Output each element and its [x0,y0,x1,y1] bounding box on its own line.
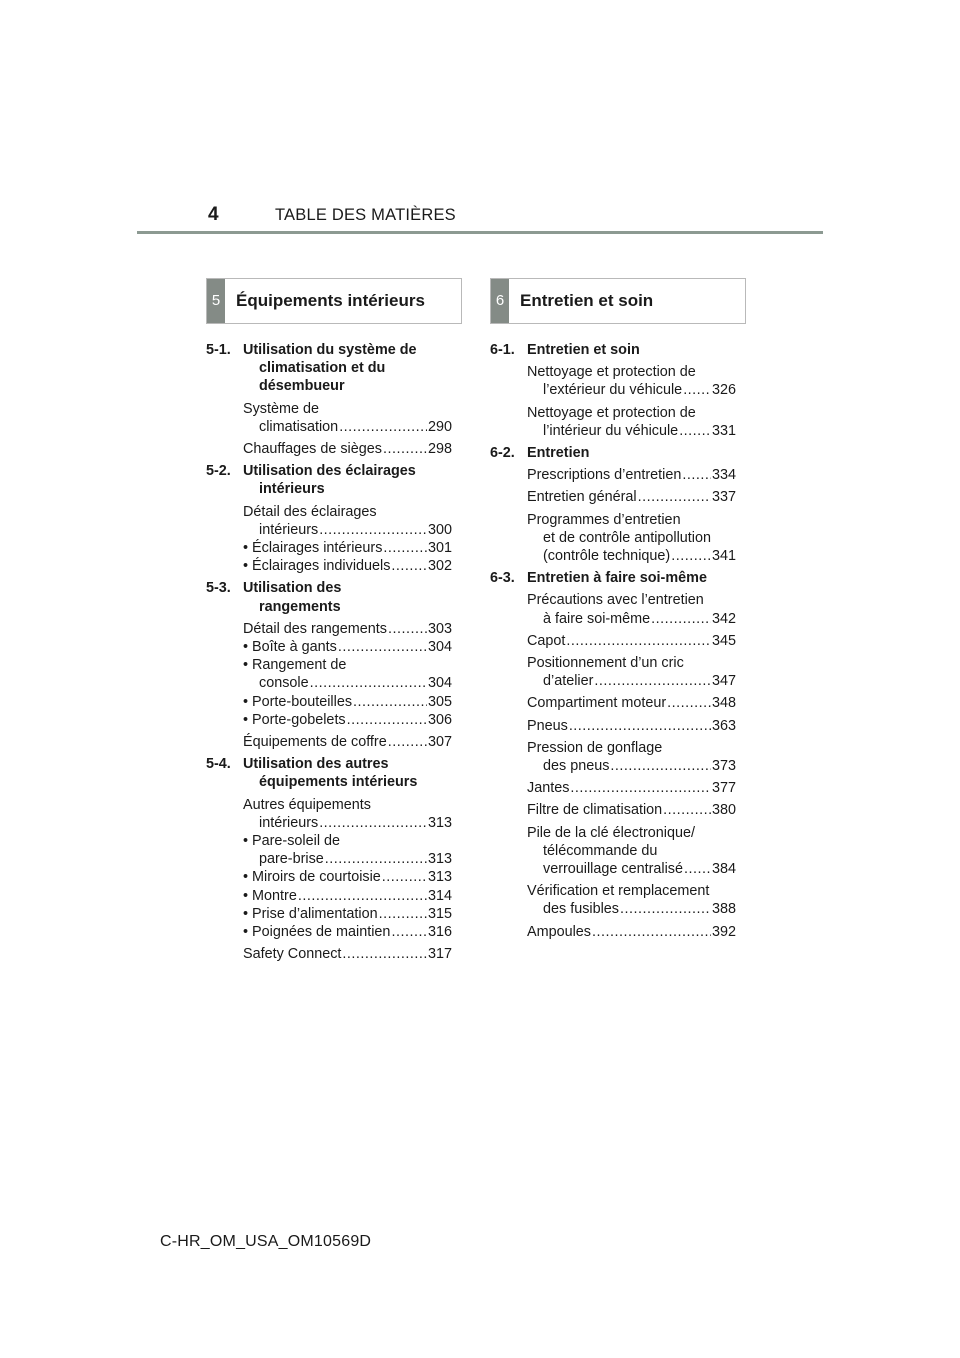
chapter-6-contents [490,341,736,945]
entry-line [527,466,736,484]
section-title [243,341,452,396]
entry-line: Nettoyage et protection de [527,364,696,381]
section-title-line: Utilisation du système de [243,342,417,358]
toc-section-heading[interactable] [206,579,452,615]
dot-leader [683,381,711,399]
entry-text: (contrôle technique) [543,548,671,565]
entry-text: • Prise d’alimentation [243,905,378,922]
section-title-line: Utilisation des [243,580,342,597]
toc-section-heading[interactable] [490,569,736,587]
entry-text: pare-brise [259,851,324,868]
toc-section-heading[interactable] [206,462,452,498]
page-ref: 363 [711,717,736,734]
section-title-line: rangements [259,598,341,615]
page-ref: 377 [711,780,736,797]
entry-line [527,547,736,565]
toc-sub-entry[interactable] [206,923,452,941]
page-ref: 347 [711,673,736,690]
entry-line [243,693,452,711]
entry-text: • Boîte à gants [243,639,337,656]
entry-line [243,638,452,656]
dot-leader [671,547,711,565]
section-title-line: équipements intérieurs [259,774,418,791]
toc-sub-entry[interactable] [206,539,452,557]
toc-entry[interactable] [206,733,452,751]
entry-line: Système de [243,400,319,417]
page-ref: 313 [427,851,452,868]
page-ref: 306 [427,711,452,728]
dot-leader [353,693,427,711]
section-number: 6-3. [490,570,515,587]
dot-leader [388,620,427,638]
entry-line [527,779,736,797]
page-ref: 380 [711,802,736,819]
entry-line [243,945,452,963]
entry-text: console [259,675,309,692]
entry-line [243,557,452,575]
toc-sub-entry[interactable] [206,887,452,905]
dot-leader [620,900,711,918]
toc-entry[interactable] [490,739,736,775]
toc-entry[interactable] [490,779,736,797]
page-ref: 348 [711,695,736,712]
entry-text: Équipements de coffre [243,734,387,751]
entry-text: intérieurs [259,814,319,831]
entry-line: • Pare-soleil de [243,833,341,850]
dot-leader [391,923,427,941]
entry-line: Pression de gonflage [527,739,663,756]
toc-entry[interactable] [490,488,736,506]
entry-line [243,850,452,868]
entry-line [243,539,452,557]
page-ref: 301 [427,540,452,557]
section-title-line: Entretien à faire soi-même [527,570,707,587]
entry-line [243,733,452,751]
page-ref: 373 [711,758,736,775]
section-title-line: intérieurs [259,481,325,498]
toc-sub-entry[interactable] [206,832,452,868]
entry-line [243,620,452,638]
toc-sub-entry[interactable] [206,557,452,575]
entry-line [527,381,736,399]
entry-line: Programmes d’entretien [527,511,681,528]
chapter-6-title: Entretien et soin [520,291,654,310]
toc-entry[interactable] [206,503,452,539]
dot-leader [342,945,427,963]
page-ref: 388 [711,901,736,918]
section-number: 6-2. [490,445,515,462]
entry-text: l’extérieur du véhicule [543,382,683,399]
entry-text: Jantes [527,780,570,797]
entry-line: télécommande du [543,842,658,859]
toc-entry[interactable] [490,654,736,690]
entry-line [243,887,452,905]
entry-line [527,923,736,941]
section-title [243,462,452,498]
entry-line [243,814,452,832]
dot-leader [310,674,427,692]
chapter-5-contents [206,341,452,968]
entry-line: Vérification et remplacement [527,883,710,900]
toc-section-heading[interactable] [206,755,452,791]
section-title [243,755,452,791]
chapter-5-heading[interactable] [206,278,462,324]
entry-text: l’intérieur du véhicule [543,422,679,439]
entry-text: • Porte-bouteilles [243,693,353,710]
dot-leader [663,801,711,819]
page-ref: 290 [427,418,452,435]
dot-leader [610,757,711,775]
toc-section-heading[interactable] [490,341,736,359]
page-ref: 300 [427,521,452,538]
toc-entry[interactable] [206,400,452,436]
chapter-6-heading[interactable] [490,278,746,324]
dot-leader [339,418,427,436]
entry-line [527,900,736,918]
entry-text: • Poignées de maintien [243,924,391,941]
entry-text: Safety Connect [243,946,342,963]
entry-text: intérieurs [259,521,319,538]
dot-leader [383,539,427,557]
entry-line [243,674,452,692]
entry-line: Positionnement d’un cric [527,655,684,672]
entry-text: • Porte-gobelets [243,711,346,728]
entry-line: Précautions avec l’entretien [527,592,704,609]
dot-leader [347,711,427,729]
section-number: 5-3. [206,580,231,597]
dot-leader [667,694,711,712]
dot-leader [379,905,427,923]
entry-line [243,905,452,923]
page-ref: 345 [711,632,736,649]
toc-section-heading[interactable] [206,341,452,396]
page-ref: 304 [427,675,452,692]
page-ref: 334 [711,467,736,484]
toc-entry[interactable] [490,466,736,484]
entry-text: • Miroirs de courtoisie [243,869,381,886]
entry-text: Chauffages de sièges [243,441,382,458]
entry-text: Ampoules [527,923,591,940]
toc-entry[interactable] [490,882,736,918]
page-ref: 315 [427,905,452,922]
entry-line: • Rangement de [243,657,347,674]
page-ref: 342 [711,610,736,627]
dot-leader [382,868,427,886]
dot-leader [682,466,711,484]
dot-leader [651,610,711,628]
entry-text: climatisation [259,418,339,435]
entry-line [527,672,736,690]
entry-line [243,440,452,458]
dot-leader [383,440,427,458]
toc-sub-entry[interactable] [206,693,452,711]
entry-text: Compartiment moteur [527,695,667,712]
entry-line [243,868,452,886]
entry-line [527,860,736,878]
dot-leader [325,850,427,868]
page-ref: 317 [427,946,452,963]
toc-entry[interactable] [206,620,452,638]
entry-text: Capot [527,632,566,649]
entry-line: Autres équipements [243,796,371,813]
entry-line [527,757,736,775]
dot-leader [684,860,711,878]
page-ref: 392 [711,923,736,940]
toc-sub-entry[interactable] [206,638,452,656]
section-title-line: Utilisation des autres [243,756,389,773]
section-number: 5-4. [206,756,231,773]
entry-line [527,717,736,735]
entry-text: • Montre [243,887,297,904]
document-code: C-HR_OM_USA_OM10569D [160,1233,372,1250]
toc-entry[interactable] [490,363,736,399]
toc-sub-entry[interactable] [206,656,452,692]
dot-leader [569,717,711,735]
entry-text: Entretien général [527,489,637,506]
section-title-line: Entretien et soin [527,342,640,358]
dot-leader [319,521,427,539]
section-title-line: Utilisation des éclairages [243,463,416,480]
entry-line [527,632,736,650]
entry-text: Filtre de climatisation [527,802,663,819]
entry-text: Détail des rangements [243,620,387,637]
entry-line [527,488,736,506]
page-ref: 331 [711,422,736,439]
entry-text: Pneus [527,717,568,734]
entry-line [527,422,736,440]
toc-entry[interactable] [206,945,452,963]
entry-line [527,694,736,712]
chapter-5-tab: 5 [207,279,225,323]
toc-entry[interactable] [490,632,736,650]
toc-entry[interactable] [490,801,736,819]
page-ref: 337 [711,489,736,506]
toc-entry[interactable] [206,796,452,832]
section-title [527,444,736,462]
header-rule [137,231,823,234]
entry-line [527,801,736,819]
section-title [527,341,736,359]
section-title [243,579,452,615]
page-ref: 298 [427,441,452,458]
chapter-5-title: Équipements intérieurs [236,291,425,310]
entry-line [243,711,452,729]
section-number: 6-1. [490,342,515,358]
toc-entry[interactable] [490,694,736,712]
toc-entry[interactable] [490,923,736,941]
entry-line [243,418,452,436]
page-ref: 326 [711,382,736,399]
dot-leader [391,557,427,575]
entry-line: Pile de la clé électronique/ [527,824,695,841]
page-ref: 304 [427,639,452,656]
toc-entry[interactable] [490,591,736,627]
entry-text: à faire soi-même [543,610,651,627]
dot-leader [319,814,427,832]
page-ref: 302 [427,558,452,575]
section-title [527,569,736,587]
dot-leader [570,779,711,797]
page-ref: 384 [711,861,736,878]
section-number: 5-1. [206,342,231,358]
entry-line: et de contrôle antipollution [543,529,712,546]
toc-entry[interactable] [490,717,736,735]
dot-leader [338,638,427,656]
entry-text: Prescriptions d’entretien [527,467,682,484]
entry-line: Nettoyage et protection de [527,404,696,421]
section-title-line: désembueur [259,378,345,395]
dot-leader [594,672,711,690]
toc-entry[interactable] [490,511,736,566]
dot-leader [638,488,711,506]
toc-sub-entry[interactable] [206,868,452,886]
page-ref: 303 [427,620,452,637]
toc-section-heading[interactable] [490,444,736,462]
entry-text: • Éclairages intérieurs [243,540,383,557]
entry-line [527,610,736,628]
page-ref: 313 [427,869,452,886]
dot-leader [298,887,427,905]
page-number: 4 [208,204,219,225]
entry-text: • Éclairages individuels [243,558,391,575]
toc-entry[interactable] [490,404,736,440]
entry-text: d’atelier [543,673,594,690]
toc-entry[interactable] [490,824,736,879]
dot-leader [388,733,427,751]
section-title-line: climatisation et du [259,360,386,377]
page-ref: 341 [711,548,736,565]
entry-line [243,521,452,539]
dot-leader [592,923,711,941]
section-number: 5-2. [206,463,231,480]
dot-leader [566,632,711,650]
page-header-title: TABLE DES MATIÈRES [275,206,456,224]
entry-text: des pneus [543,758,610,775]
entry-text: verrouillage centralisé [543,861,683,878]
dot-leader [679,422,711,440]
entry-line: Détail des éclairages [243,503,377,520]
toc-sub-entry[interactable] [206,711,452,729]
section-title-line: Entretien [527,445,590,462]
entry-text: des fusibles [543,901,619,918]
page-ref: 313 [427,814,452,831]
page-ref: 307 [427,734,452,751]
page-ref: 305 [427,693,452,710]
page-ref: 316 [427,924,452,941]
toc-entry[interactable] [206,440,452,458]
chapter-6-tab: 6 [491,279,509,323]
page-ref: 314 [427,887,452,904]
toc-sub-entry[interactable] [206,905,452,923]
entry-line [243,923,452,941]
